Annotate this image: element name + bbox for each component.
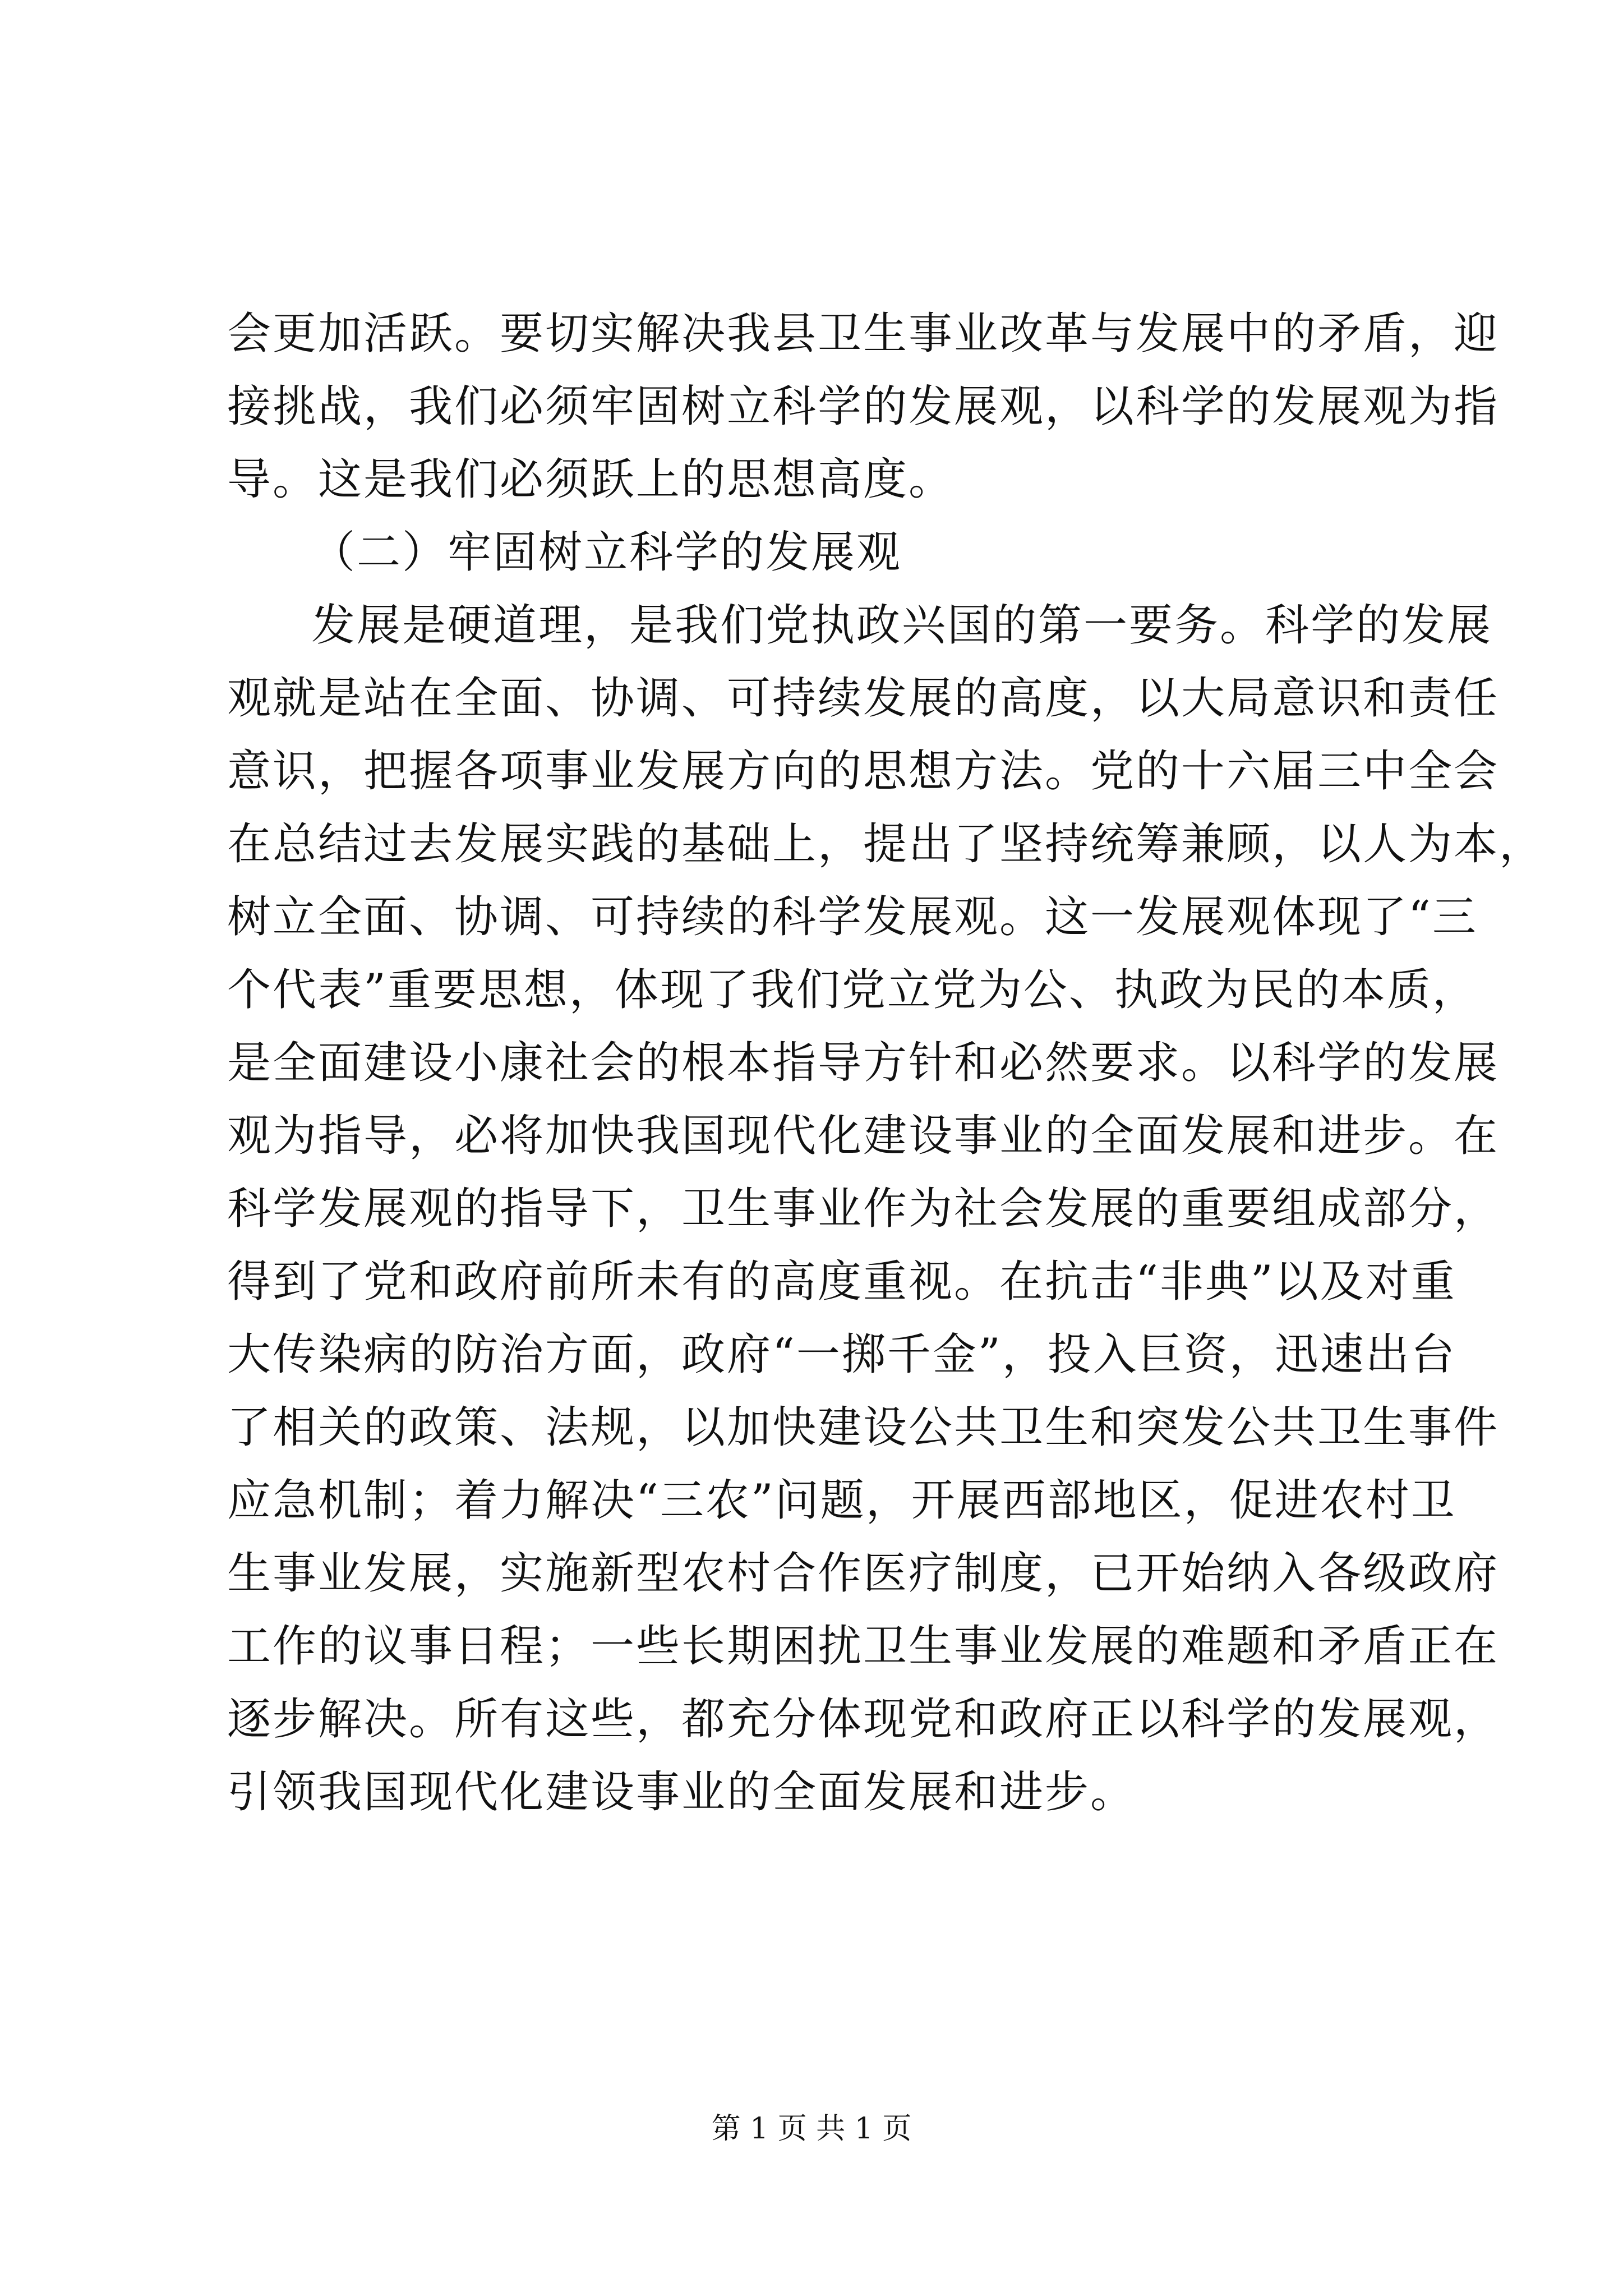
body-line-3: 导。这是我们必须跃上的思想高度。: [227, 454, 955, 505]
paragraph-line-2: 观就是站在全面、协调、可持续发展的高度，以大局意识和责任: [227, 673, 1500, 724]
section-heading: （二）牢固树立科学的发展观: [311, 527, 902, 578]
paragraph-line-5: 树立全面、协调、可持续的科学发展观。这一发展观体现了“三: [227, 892, 1478, 942]
paragraph-line-11: 大传染病的防治方面，政府“一掷千金”，投入巨资，迅速出台: [227, 1329, 1456, 1380]
paragraph-line-12: 了相关的政策、法规，以加快建设公共卫生和突发公共卫生事件: [227, 1402, 1500, 1453]
document-body: [227, 297, 1545, 1829]
body-line-1: 会更加活跃。要切实解决我县卫生事业改革与发展中的矛盾，迎: [227, 309, 1500, 359]
paragraph-line-17: 引领我国现代化建设事业的全面发展和进步。: [227, 1767, 1136, 1818]
paragraph-line-15: 工作的议事日程；一些长期困扰卫生事业发展的难题和矛盾正在: [227, 1621, 1500, 1672]
paragraph-line-3: 意识，把握各项事业发展方向的思想方法。党的十六届三中全会: [227, 746, 1500, 797]
paragraph-line-13: 应急机制；着力解决“三农”问题，开展西部地区，促进农村卫: [227, 1475, 1456, 1526]
page-footer: [0, 2109, 1623, 2148]
paragraph-line-9: 科学发展观的指导下，卫生事业作为社会发展的重要组成部分，: [227, 1184, 1500, 1234]
paragraph-line-4: 在总结过去发展实践的基础上，提出了坚持统筹兼顾，以人为本，: [227, 819, 1545, 869]
paragraph-line-7: 是全面建设小康社会的根本指导方针和必然要求。以科学的发展: [227, 1038, 1500, 1088]
paragraph-line-1: 发展是硬道理，是我们党执政兴国的第一要务。科学的发展: [311, 600, 1493, 651]
paragraph-line-8: 观为指导，必将加快我国现代化建设事业的全面发展和进步。在: [227, 1111, 1500, 1161]
paragraph-line-16: 逐步解决。所有这些，都充分体现党和政府正以科学的发展观，: [227, 1694, 1500, 1745]
paragraph-line-10: 得到了党和政府前所未有的高度重视。在抗击“非典”以及对重: [227, 1257, 1456, 1307]
body-line-2: 接挑战，我们必须牢固树立科学的发展观，以科学的发展观为指: [227, 381, 1500, 432]
paragraph-line-14: 生事业发展，实施新型农村合作医疗制度，已开始纳入各级政府: [227, 1548, 1500, 1599]
page-number-label: 第 1 页 共 1 页: [711, 2112, 912, 2146]
paragraph-line-6: 个代表”重要思想，体现了我们党立党为公、执政为民的本质，: [227, 965, 1478, 1015]
